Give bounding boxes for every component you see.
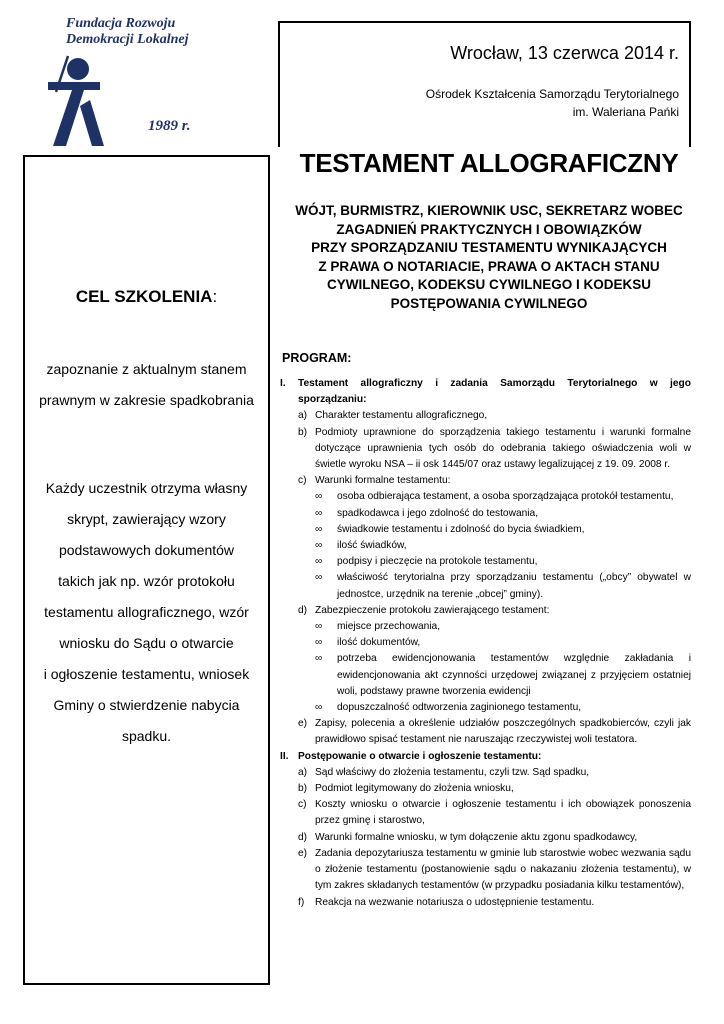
item-text: Zadania depozytariusza testamentu w gminie lub starostwie wobec wezwania sądu o złożenie testamentu (postanowienie sądu o nakazaniu złożenia testamentu), w tym zakres składanych testamentów (w przypadku posiadania kilku testamentów), [315,847,691,892]
sub-item-text: ilość świadków, [337,540,407,552]
sub-item [280,554,691,570]
item-letter: b) [298,426,308,438]
item-letter: d) [298,831,308,843]
infinity-bullet-icon: ∞ [315,637,323,649]
section-title: Postępowanie o otwarcie i ogłoszenie testamentu: [298,750,542,762]
subtitle-line: WÓJT, BURMISTRZ, KIEROWNIK USC, SEKRETARZ WOBEC [295,203,683,218]
list-item [280,765,691,781]
logo-year: 1989 r. [148,118,191,134]
document-title: TESTAMENT ALLOGRAFICZNY [299,148,679,178]
list-item [280,425,691,474]
sub-item-text: ilość dokumentów, [337,637,421,649]
sub-item-text: podpisy i pieczęcie na protokole testamentu, [337,556,538,568]
sub-item [280,635,691,651]
sub-item-text: miejsce przechowania, [337,621,441,633]
info-line: skrypt, zawierający wzory [67,511,226,527]
list-item [280,473,691,489]
subtitle-line: ZAGADNIEŃ PRAKTYCZNYCH I OBOWIĄZKÓW [336,221,642,237]
header-box [278,21,691,147]
logo-name-line1: Fundacja Rozwoju [66,16,176,31]
goal-line: prawnym w zakresie spadkobrania [39,392,254,408]
item-text: Podmioty uprawnione do sporządzenia takiego testamentu i warunki formalne dotyczące uprawnienia tych osób do odebrania takiego oświadczenia woli w świetle wyroku NSA – ii osk 1445/07 oraz ustawy legalizującej z 19. 09. 2008 r. [315,426,691,471]
subtitle-line: PRZY SPORZĄDZANIU TESTAMENTU WYNIKAJĄCYCH [311,240,667,256]
infinity-bullet-icon: ∞ [315,507,323,519]
sub-item-text: osoba odbierająca testament, a osoba sporządzająca protokół testamentu, [337,491,674,503]
section-heading [280,749,691,765]
training-goal-heading-text: CEL SZKOLENIA [75,287,213,306]
city-date: Wrocław, 13 czerwca 2014 r. [450,43,679,63]
sub-item-text: świadkowie testamentu i zdolność do bycia świadkiem, [337,523,585,535]
sub-item-text: spadkodawca i jego zdolność do testowania, [337,507,539,519]
section-number: II. [280,750,289,762]
sub-item [280,489,691,505]
sub-item [280,522,691,538]
sub-item [280,538,691,554]
subtitle-line: Z PRAWA O NOTARIACIE, PRAWA O AKTACH STANU [318,258,660,274]
organizer-name: Ośrodek Kształcenia Samorządu Terytorialnego [425,87,679,101]
logo-name [66,16,189,48]
item-letter: d) [298,604,308,616]
infinity-bullet-icon: ∞ [315,572,323,584]
organizer-patron: im. Waleriana Pańki [572,105,679,119]
list-item [280,797,691,829]
sub-item-text: dopuszczalność odtworzenia zaginionego testamentu, [337,702,582,714]
infinity-bullet-icon: ∞ [315,491,323,503]
training-goal-text [31,354,262,416]
item-letter: c) [298,475,307,487]
item-text: Warunki formalne wniosku, w tym dołączenie aktu zgonu spadkodawcy, [315,831,638,843]
sub-item [280,506,691,522]
foundation-logo [40,14,270,144]
program-label: PROGRAM: [282,351,352,365]
list-item [280,846,691,895]
infinity-bullet-icon: ∞ [315,621,323,633]
sub-item [280,651,691,700]
section-title: Testament allograficzny i zadania Samorządu Terytorialnego w jego sporządzaniu: [298,378,691,406]
item-text: Charakter testamentu allograficznego, [315,410,488,422]
info-line: Każdy uczestnik otrzyma własny [45,480,248,496]
info-line: i ogłoszenie testamentu, wniosek [43,666,250,682]
sub-item [280,570,691,602]
sub-item [280,700,691,716]
info-line: testamentu allograficznego, wzór [44,604,249,620]
section-number: I. [280,378,286,389]
list-item [280,603,691,619]
sub-item-text: właściwość terytorialna przy sporządzaniu testamentu („obcy” obywatel w jednostce, urzędnik na terenie „obcej” gminy). [337,572,691,600]
subtitle-line: POSTĘPOWANIA CYWILNEGO [390,295,588,311]
info-line: podstawowych dokumentów [58,542,235,558]
document-subtitle [282,202,696,314]
list-item [280,830,691,846]
info-line: spadku. [121,728,172,744]
running-figure-icon [46,52,108,148]
item-text: Reakcja na wezwanie notariusza o udostępnienie testamentu. [315,896,595,908]
training-goal-heading [25,287,268,307]
sub-item [280,619,691,635]
training-goal-box [23,155,270,985]
item-text: Koszty wniosku o otwarcie i ogłoszenie testamentu i ich obowiązek ponoszenia przez gminę i starostwo, [315,799,691,827]
logo-name-line2: Demokracji Lokalnej [66,32,189,47]
item-letter: b) [298,783,308,795]
list-item [280,716,691,748]
subtitle-line: CYWILNEGO, KODEKSU CYWILNEGO I KODEKSU [326,277,651,293]
item-text: Zabezpieczenie protokołu zawierającego testament: [315,604,550,616]
list-item [280,895,691,911]
info-line: wniosku do Sądu o otwarcie [59,635,234,651]
item-letter: f) [298,896,305,908]
item-text: Sąd właściwy do złożenia testamentu, czyli tzw. Sąd spadku, [315,766,590,778]
sub-item-text: potrzeba ewidencjonowania testamentów względnie zakładania i ewidencjonowania akt czynności urzędowej związanej z przyjęciem ostatniej woli, podstawy prawne tworzenia ewidencji [337,653,691,697]
info-line: Gminy o stwierdzenie nabycia [53,697,240,713]
training-goal-heading-colon: : [212,287,218,306]
item-text: Warunki formalne testamentu: [315,475,451,487]
program-list [280,376,691,911]
list-item [280,408,691,424]
materials-info [31,473,262,752]
info-line: takich jak np. wzór protokołu [58,573,235,589]
item-letter: c) [298,799,307,811]
item-text: Podmiot legitymowany do złożenia wniosku, [315,783,514,795]
goal-line: zapoznanie z aktualnym stanem [46,361,247,377]
infinity-bullet-icon: ∞ [315,653,323,665]
item-letter: e) [298,718,308,730]
infinity-bullet-icon: ∞ [315,540,323,552]
infinity-bullet-icon: ∞ [315,556,323,568]
item-text: Zapisy, polecenia a określenie udziałów poszczególnych spadkobierców, czyli jak prawidłowo spisać testament nie naruszając rzeczywistej woli testatora. [315,718,691,746]
item-letter: a) [298,410,308,422]
item-letter: e) [298,847,308,859]
list-item [280,781,691,797]
infinity-bullet-icon: ∞ [315,523,323,535]
infinity-bullet-icon: ∞ [315,702,323,714]
section-heading [280,376,691,408]
item-letter: a) [298,766,308,778]
